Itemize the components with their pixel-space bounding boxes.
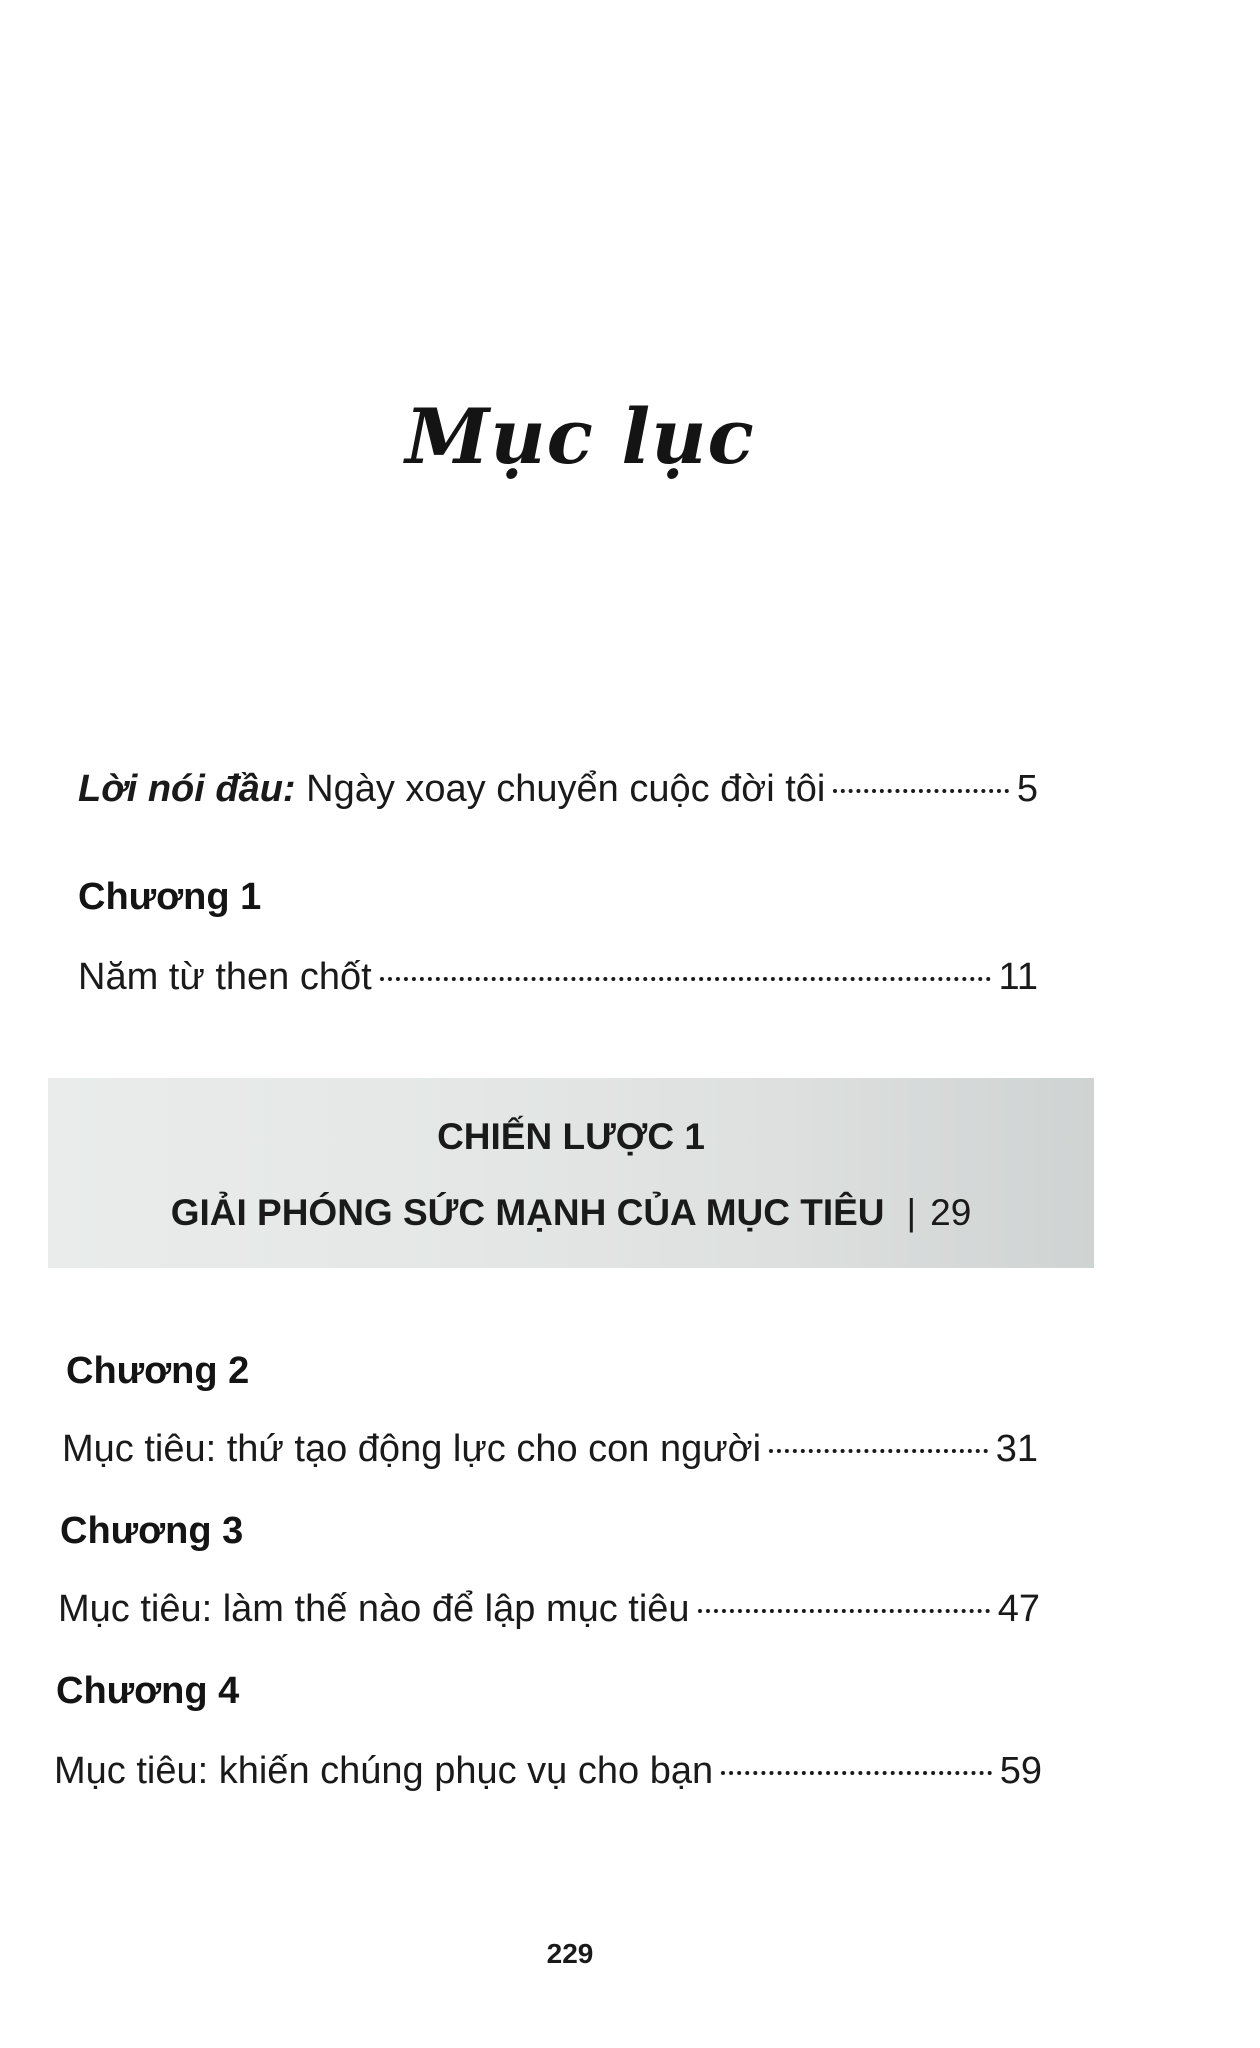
toc-page-number: 47 xyxy=(997,1588,1040,1630)
toc-entry-chapter-4 xyxy=(54,1750,1042,1793)
toc-entry-chapter-2 xyxy=(62,1428,1038,1471)
page-number-footer: 229 xyxy=(546,1938,594,1969)
strategy-title: GIẢI PHÓNG SỨC MẠNH CỦA MỤC TIÊU xyxy=(170,1192,885,1233)
toc-entry-label: Năm từ then chốt xyxy=(78,956,372,998)
chapter-heading: Chương 1 xyxy=(78,876,262,918)
dot-leader xyxy=(833,789,1009,793)
strategy-heading: CHIẾN LƯỢC 1 xyxy=(437,1116,705,1157)
dot-leader xyxy=(380,977,991,981)
chapter-heading: Chương 2 xyxy=(66,1350,250,1392)
toc-page-number: 5 xyxy=(1016,768,1038,810)
strategy-banner xyxy=(48,1078,1094,1268)
dot-leader xyxy=(769,1449,988,1453)
strategy-page-number: 29 xyxy=(930,1192,972,1233)
chapter-heading: Chương 4 xyxy=(56,1670,240,1712)
toc-entry-label: Mục tiêu: làm thế nào để lập mục tiêu xyxy=(58,1588,690,1630)
toc-entry-label xyxy=(78,768,825,811)
toc-page-number: 59 xyxy=(999,1750,1042,1792)
preface-label-text: Ngày xoay chuyển cuộc đời tôi xyxy=(295,768,826,810)
strategy-title-line xyxy=(48,1192,1094,1234)
dot-leader xyxy=(721,1771,992,1775)
toc-entry-chapter-3 xyxy=(58,1588,1040,1631)
toc-page-number: 11 xyxy=(998,956,1038,998)
toc-entry-label: Mục tiêu: khiến chúng phục vụ cho bạn xyxy=(54,1750,714,1792)
strategy-separator: | xyxy=(906,1192,917,1233)
toc-entry-label: Mục tiêu: thứ tạo động lực cho con người xyxy=(62,1428,762,1470)
toc-entry-preface xyxy=(78,768,1038,811)
page-title: Mục lục xyxy=(405,392,755,481)
dot-leader xyxy=(698,1609,990,1613)
toc-entry-chapter-1 xyxy=(78,956,1038,999)
chapter-heading: Chương 3 xyxy=(60,1510,244,1552)
toc-page-number: 31 xyxy=(995,1428,1038,1470)
preface-label-italic: Lời nói đầu: xyxy=(78,768,296,810)
